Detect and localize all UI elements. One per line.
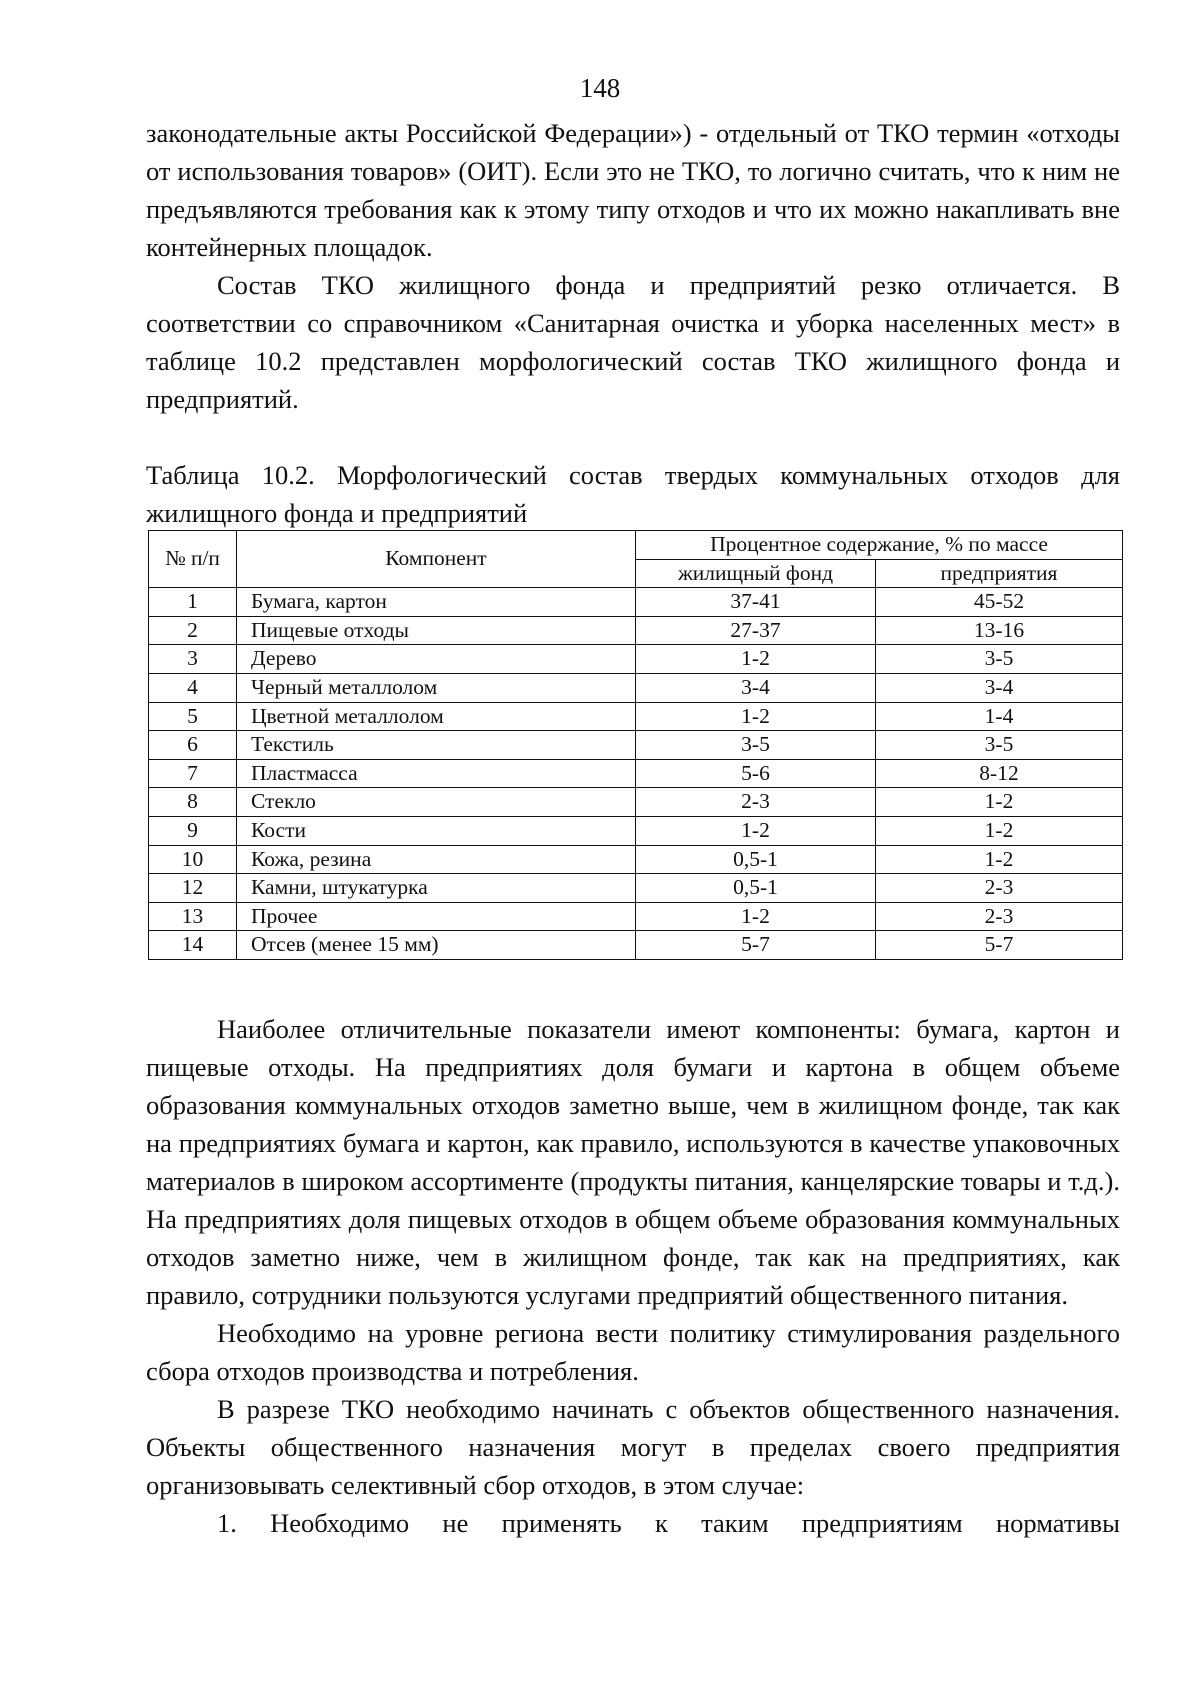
- cell-enterprises: 8-12: [876, 759, 1123, 788]
- cell-num: 7: [149, 759, 237, 788]
- list-item-word: не: [442, 1508, 469, 1538]
- cell-enterprises: 1-2: [876, 845, 1123, 874]
- paragraph: Наиболее отличительные показатели имеют компоненты: бумага, картон и пищевые отходы. На предприятиях доля бумаги и картона в общем объеме образования коммунальных отходов заметно выше, чем в жилищном фонде, так как на предприятиях бумага и картон, как правило, используются в качестве упаковочных материалов в широком ассортименте (продукты питания, канцелярские товары и т.д.). На предприятиях доля пищевых отходов в общем объеме образования коммунальных отходов заметно ниже, чем в жилищном фонде, так как на предприятиях, как правило, сотрудники пользуются услугами предприятий общественного питания.: [146, 1014, 1120, 1310]
- cell-component: Камни, штукатурка: [237, 874, 636, 903]
- list-item-word: применять: [501, 1508, 622, 1538]
- cell-num: 13: [149, 902, 237, 931]
- list-item-word: нормативы: [995, 1508, 1120, 1538]
- table-row: [149, 731, 1123, 760]
- table-row: [149, 902, 1123, 931]
- paragraph: законодательные акты Российской Федерации») - отдельный от ТКО термин «отходы от использования товаров» (ОИТ). Если это не ТКО, то логично считать, что к ним не предъявляются требования как к этому типу отходов и что их можно накапливать вне контейнерных площадок.: [146, 118, 1120, 262]
- cell-enterprises: 1-2: [876, 788, 1123, 817]
- page-number: 148: [579, 73, 621, 103]
- cell-num: 14: [149, 931, 237, 960]
- list-item-number: 1.: [217, 1508, 237, 1538]
- cell-num: 8: [149, 788, 237, 817]
- cell-component: Стекло: [237, 788, 636, 817]
- cell-housing: 3-5: [636, 731, 876, 760]
- list-item-word: таким: [701, 1508, 769, 1538]
- cell-housing: 3-4: [636, 673, 876, 702]
- cell-num: 2: [149, 616, 237, 645]
- cell-enterprises: 3-5: [876, 645, 1123, 674]
- cell-enterprises: 3-5: [876, 731, 1123, 760]
- cell-housing: 27-37: [636, 616, 876, 645]
- table-caption: [146, 456, 1120, 532]
- table-row: [149, 702, 1123, 731]
- cell-num: 9: [149, 816, 237, 845]
- table-row: [149, 759, 1123, 788]
- composition-table: [148, 530, 1123, 960]
- table-row: [149, 931, 1123, 960]
- cell-num: 4: [149, 673, 237, 702]
- header-housing: жилищный фонд: [636, 559, 876, 588]
- cell-enterprises: 3-4: [876, 673, 1123, 702]
- cell-housing: 1-2: [636, 645, 876, 674]
- table-row: [149, 588, 1123, 617]
- table-row: [149, 645, 1123, 674]
- cell-enterprises: 2-3: [876, 874, 1123, 903]
- cell-num: 3: [149, 645, 237, 674]
- cell-component: Цветной металлолом: [237, 702, 636, 731]
- cell-component: Прочее: [237, 902, 636, 931]
- cell-component: Кожа, резина: [237, 845, 636, 874]
- list-item-word: к: [655, 1508, 668, 1538]
- cell-component: Черный металлолом: [237, 673, 636, 702]
- cell-component: Пластмасса: [237, 759, 636, 788]
- header-component: Компонент: [237, 531, 636, 588]
- cell-enterprises: 2-3: [876, 902, 1123, 931]
- cell-enterprises: 1-2: [876, 816, 1123, 845]
- header-enterprises: предприятия: [876, 559, 1123, 588]
- cell-num: 5: [149, 702, 237, 731]
- cell-enterprises: 45-52: [876, 588, 1123, 617]
- cell-component: Бумага, картон: [237, 588, 636, 617]
- paragraph: В разрезе ТКО необходимо начинать с объектов общественного назначения. Объекты общественного назначения могут в пределах своего предприятия организовывать селективный сбор отходов, в этом случае:: [146, 1394, 1120, 1500]
- cell-housing: 37-41: [636, 588, 876, 617]
- intro-text: [146, 114, 1120, 418]
- list-item-word: предприятиям: [801, 1508, 963, 1538]
- cell-component: Пищевые отходы: [237, 616, 636, 645]
- list-item: [146, 1504, 1120, 1542]
- table-row: [149, 845, 1123, 874]
- cell-num: 12: [149, 874, 237, 903]
- cell-component: Отсев (менее 15 мм): [237, 931, 636, 960]
- cell-component: Дерево: [237, 645, 636, 674]
- cell-housing: 2-3: [636, 788, 876, 817]
- table-row: [149, 788, 1123, 817]
- table-header-row: [149, 531, 1123, 560]
- cell-num: 10: [149, 845, 237, 874]
- cell-num: 6: [149, 731, 237, 760]
- cell-enterprises: 13-16: [876, 616, 1123, 645]
- table-row: [149, 673, 1123, 702]
- cell-num: 1: [149, 588, 237, 617]
- cell-component: Текстиль: [237, 731, 636, 760]
- table-caption-text: Таблица 10.2. Морфологический состав твердых коммунальных отходов для жилищного фонда и предприятий: [146, 460, 1120, 528]
- paragraph: Необходимо на уровне региона вести политику стимулирования раздельного сбора отходов производства и потребления.: [146, 1318, 1120, 1386]
- cell-housing: 1-2: [636, 816, 876, 845]
- cell-housing: 1-2: [636, 902, 876, 931]
- table-row: [149, 616, 1123, 645]
- paragraph: Состав ТКО жилищного фонда и предприятий резко отличается. В соответствии со справочником «Санитарная очистка и уборка населенных мест» в таблице 10.2 представлен морфологический состав ТКО жилищного фонда и предприятий.: [146, 270, 1120, 414]
- table-row: [149, 874, 1123, 903]
- header-num: № п/п: [149, 531, 237, 588]
- cell-enterprises: 1-4: [876, 702, 1123, 731]
- header-percent-group: Процентное содержание, % по массе: [636, 531, 1123, 560]
- table-row: [149, 816, 1123, 845]
- cell-housing: 0,5-1: [636, 874, 876, 903]
- body-text: [146, 1010, 1120, 1542]
- cell-housing: 5-6: [636, 759, 876, 788]
- list-item-word: Необходимо: [270, 1508, 410, 1538]
- cell-housing: 1-2: [636, 702, 876, 731]
- cell-enterprises: 5-7: [876, 931, 1123, 960]
- cell-housing: 5-7: [636, 931, 876, 960]
- cell-component: Кости: [237, 816, 636, 845]
- cell-housing: 0,5-1: [636, 845, 876, 874]
